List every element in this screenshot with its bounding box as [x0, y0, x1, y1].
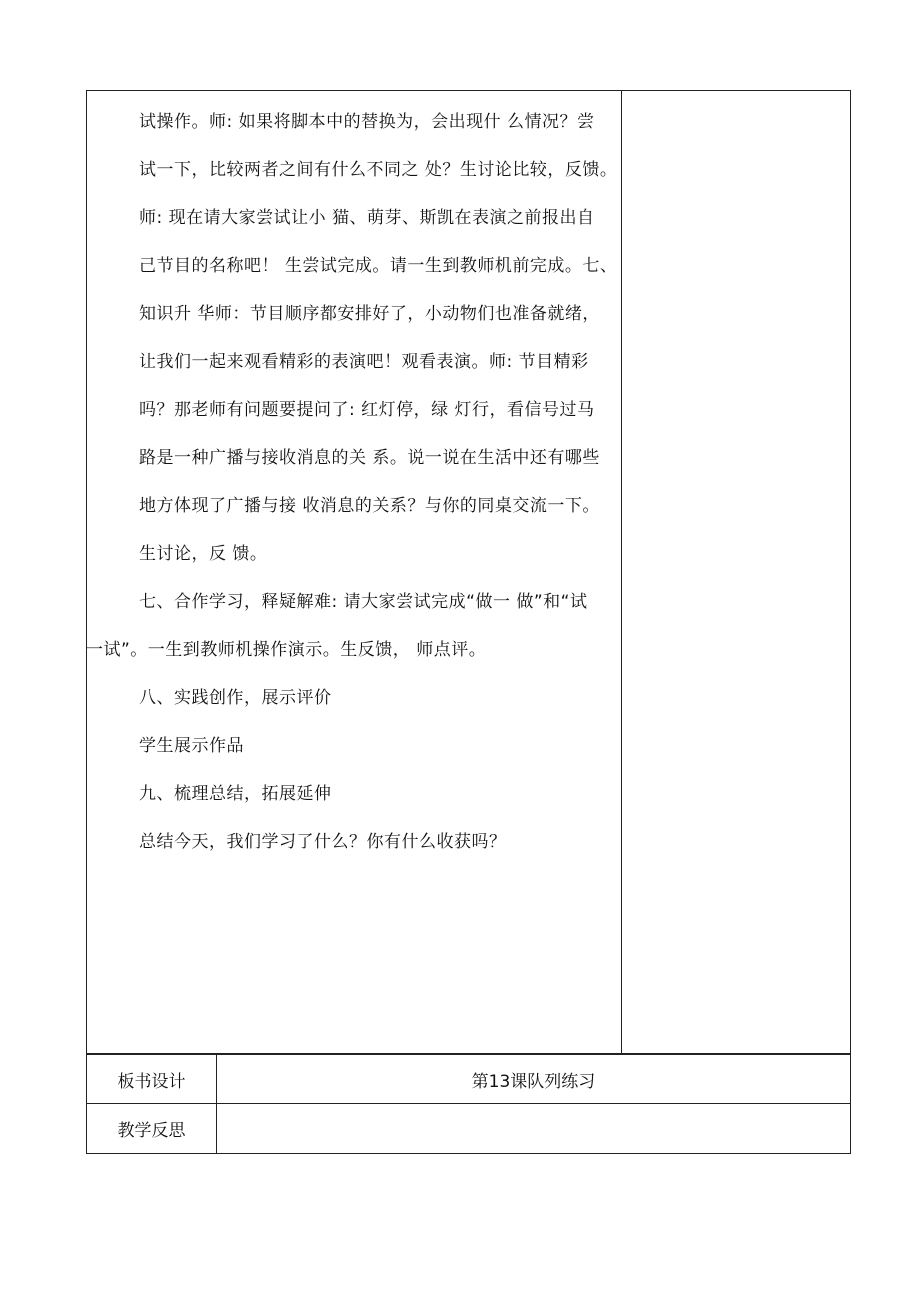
board-design-value: 第13课队列练习	[471, 1071, 596, 1092]
text-line: 生讨论，反 馈。	[139, 544, 268, 564]
text-line: 一试”。一生到教师机操作演示。生反馈， 师点评。	[86, 640, 487, 660]
text-line: 试一下，比较两者之间有什么不同之 处？生讨论比较，反馈。	[139, 160, 618, 180]
board-design-row	[86, 1054, 851, 1104]
text-line: 己节目的名称吧！ 生尝试完成。请一生到教师机前完成。七、	[139, 256, 618, 276]
text-line: 总结今天，我们学习了什么？你有什么收获吗？	[139, 832, 507, 852]
section-heading: 八、实践创作，展示评价	[139, 688, 332, 708]
text-line: 师: 现在请大家尝试让小 猫、萌芽、斯凯在表演之前报出自	[139, 208, 595, 228]
text-line: 让我们一起来观看精彩的表演吧！观看表演。师: 节目精彩	[139, 352, 589, 372]
teaching-process-text	[86, 112, 621, 880]
board-design-label: 板书设计	[87, 1055, 217, 1103]
text-line: 学生展示作品	[139, 736, 244, 756]
reflection-value	[217, 1104, 850, 1153]
text-line: 路是一种广播与接收消息的关 系。说一说在生活中还有哪些	[139, 448, 600, 468]
text-line: 知识升 华师：节目顺序都安排好了，小动物们也准备就绪，	[139, 304, 600, 324]
text-line: 七、合作学习，释疑解难: 请大家尝试完成“做一 做”和“试	[139, 592, 588, 612]
section-heading: 九、梳理总结，拓展延伸	[139, 784, 332, 804]
text-line: 试操作。师: 如果将脚本中的替换为，会出现什 么情况？尝	[139, 112, 595, 132]
text-line: 吗？那老师有问题要提问了: 红灯停，绿 灯行，看信号过马	[139, 400, 595, 420]
reflection-row	[86, 1104, 851, 1154]
lesson-plan-table	[86, 90, 851, 1155]
text-line: 地方体现了广播与接 收消息的关系？与你的同桌交流一下。	[139, 496, 600, 516]
reflection-label: 教学反思	[87, 1104, 217, 1153]
column-divider	[621, 90, 622, 1054]
